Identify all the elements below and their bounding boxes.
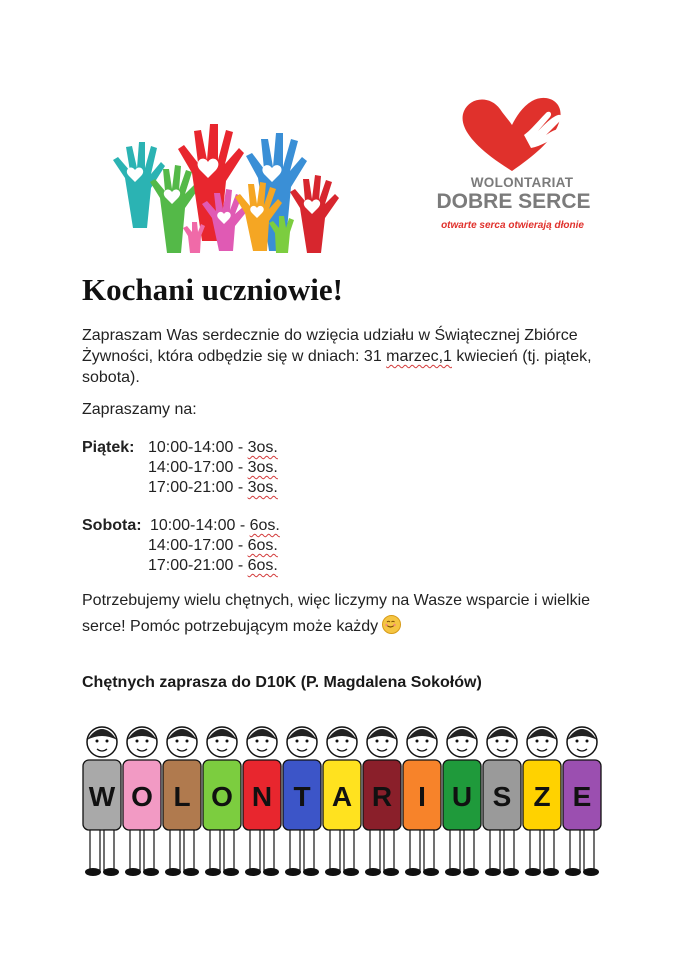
volunteer-figure [323, 727, 361, 876]
raised-hands-image [100, 118, 345, 253]
crimson-hand-icon [290, 175, 339, 253]
heart-hand-icon [430, 95, 595, 175]
schedule-row [148, 555, 278, 576]
logo-tagline: otwarte serca otwierają dłonie [441, 220, 584, 231]
slot-time: 10:00-14:00 - [150, 517, 250, 534]
volunteer-figure [243, 727, 281, 876]
schedule-row [148, 457, 278, 478]
closing-paragraph [82, 588, 622, 640]
volunteer-letter: L [173, 781, 191, 812]
slot-people: 3os. [247, 439, 278, 456]
contact-line: Chętnych zaprasza do D10K (P. Magdalena Sokołów) [82, 674, 482, 691]
slot-time: 10:00-14:00 - [148, 439, 248, 456]
intro-text-1: Zapraszam Was serdecznie do wzięcia udziału w Świątecznej Zbiórce Żywności, która odbędzie się w dniach: 31 [82, 327, 578, 365]
volunteer-letter: O [131, 781, 153, 812]
volunteer-figure [363, 727, 401, 876]
volunteer-letter: R [371, 781, 393, 812]
intro-paragraph [82, 325, 622, 388]
volunteer-figure [203, 727, 241, 876]
volunteer-letter: T [293, 781, 311, 812]
schedule-row [148, 437, 278, 458]
slot-time: 17:00-21:00 - [148, 479, 248, 496]
volunteer-figure [83, 727, 121, 876]
volunteer-figure [163, 727, 201, 876]
logo-line-2: DOBRE SERCE [436, 190, 591, 213]
intro-marked-text: marzec,1 [386, 348, 452, 365]
slot-people: 3os. [247, 479, 278, 496]
volunteer-figure [523, 727, 561, 876]
volunteers-illustration [82, 712, 602, 880]
intro-text-2: kwiecień (tj. piątek, sobota). [82, 348, 592, 386]
slot-time: 17:00-21:00 - [148, 557, 248, 574]
page-title: Kochani uczniowie! [82, 272, 343, 307]
slot-people: 6os. [247, 537, 278, 554]
volunteer-figure [443, 727, 481, 876]
volunteer-figure [483, 727, 521, 876]
slot-time: 14:00-17:00 - [148, 537, 248, 554]
schedule-row [148, 535, 278, 556]
volunteer-letter: S [492, 781, 512, 812]
slot-people: 3os. [247, 459, 278, 476]
schedule-row [148, 477, 278, 498]
volunteer-figure [403, 727, 441, 876]
volunteer-letter: I [418, 781, 426, 812]
volunteer-figure [563, 727, 601, 876]
slot-time: 14:00-17:00 - [148, 459, 248, 476]
volunteer-letter: N [251, 781, 273, 812]
slot-people: 6os. [249, 517, 280, 534]
friday-label: Piątek: [82, 439, 135, 456]
volunteer-figure [283, 727, 321, 876]
volunteer-letter: W [88, 781, 116, 812]
volunteer-letter: O [211, 781, 233, 812]
volunteer-figure [123, 727, 161, 876]
volunteer-letter: Z [533, 781, 551, 812]
logo-line-1: WOLONTARIAT [470, 175, 574, 190]
wolontariat-logo [430, 95, 595, 245]
volunteer-letter: E [572, 781, 592, 812]
smiley-icon [382, 615, 401, 634]
schedule-row [150, 515, 280, 536]
slot-people: 6os. [247, 557, 278, 574]
closing-text: Potrzebujemy wielu chętnych, więc liczymy na Wasze wsparcie i wielkie serce! Pomóc potrzebującym może każdy [82, 592, 591, 635]
volunteer-letter: U [451, 781, 473, 812]
invite-line: Zapraszamy na: [82, 401, 197, 418]
saturday-label: Sobota: [82, 517, 142, 534]
volunteer-letter: A [331, 781, 353, 812]
